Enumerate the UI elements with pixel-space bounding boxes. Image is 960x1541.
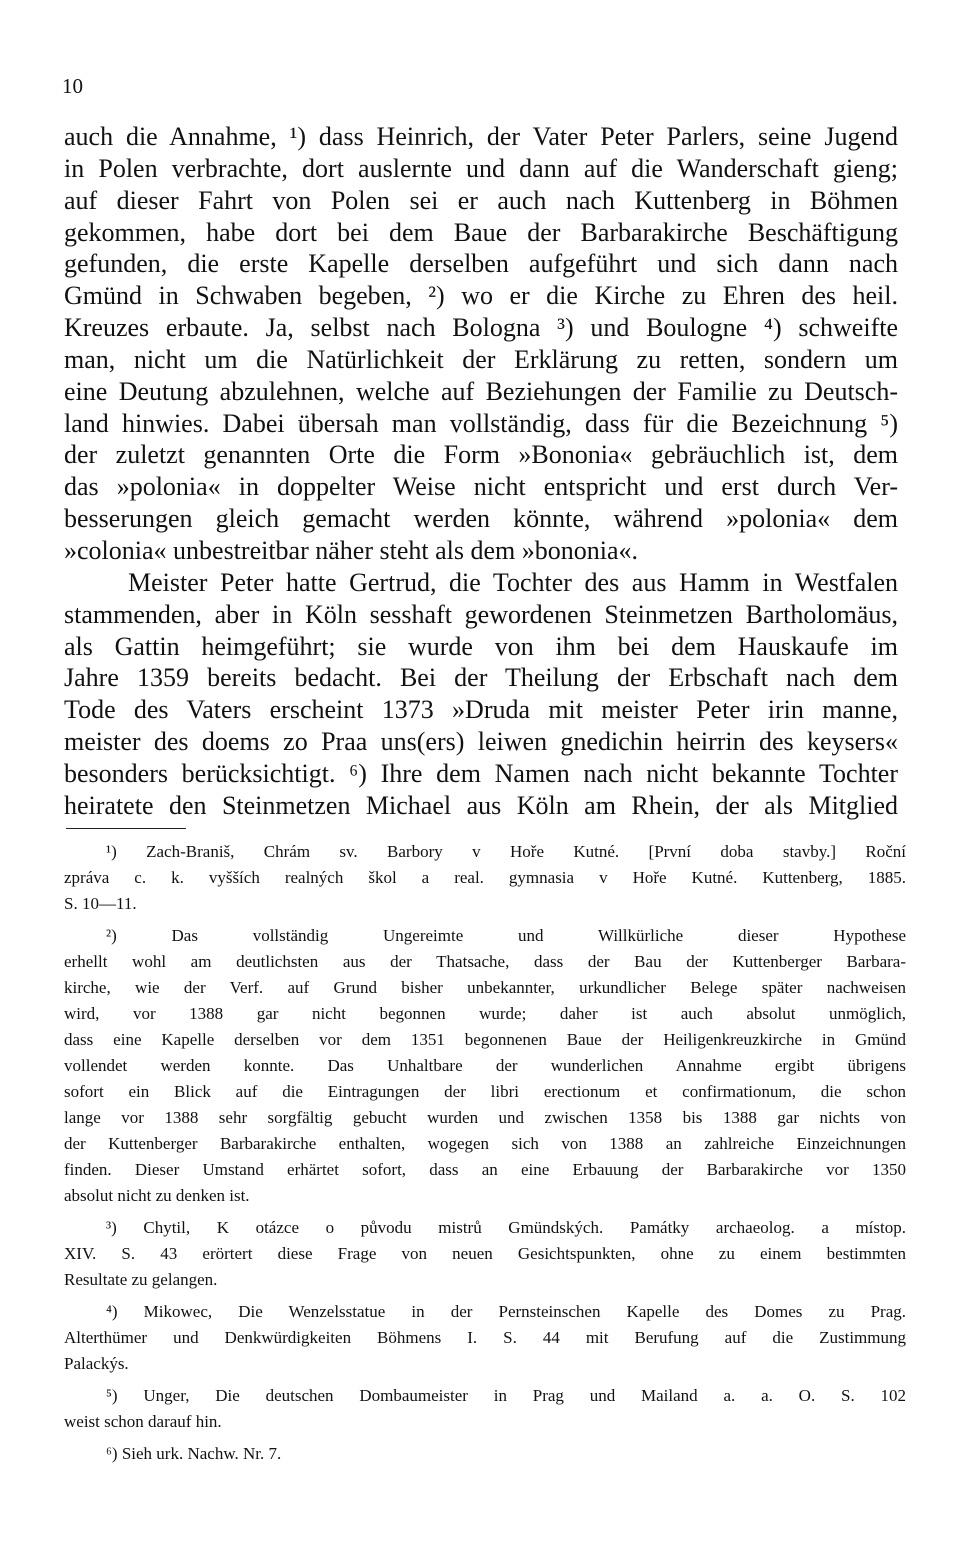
footnote-separator bbox=[66, 828, 186, 829]
footnote-line: ⁵) Unger, Die deutschen Dombaumeister in Prag und Mailand a. a. O. S. 102 bbox=[106, 1386, 906, 1405]
body-line: als Gattin heimgeführt; sie wurde von ihm bei dem Hauskaufe im bbox=[64, 631, 898, 661]
body-line: Gmünd in Schwaben begeben, ²) wo er die Kirche zu Ehren des heil. bbox=[64, 281, 898, 311]
footnote-line: ³) Chytil, K otázce o původu mistrů Gmündských. Památky archaeolog. a místop. bbox=[106, 1218, 906, 1237]
footnotes bbox=[64, 839, 906, 1467]
body-line: besonders berücksichtigt. ⁶) Ihre dem Namen nach nicht bekannte Tochter bbox=[64, 758, 898, 788]
footnote-line: weist schon darauf hin. bbox=[64, 1412, 222, 1431]
footnote-line: der Kuttenberger Barbarakirche enthalten, wogegen sich von 1388 an zahlreiche Einzeichnungen bbox=[64, 1134, 906, 1153]
footnote-3 bbox=[64, 1215, 906, 1293]
body-line: man, nicht um die Natürlichkeit der Erklärung zu retten, sondern um bbox=[64, 344, 898, 374]
footnote-6 bbox=[64, 1441, 906, 1467]
footnote-line: S. 10—11. bbox=[64, 894, 137, 913]
body-line: gekommen, habe dort bei dem Baue der Barbarakirche Beschäftigung bbox=[64, 217, 898, 247]
footnote-line: finden. Dieser Umstand erhärtet sofort, dass an eine Erbauung der Barbarakirche vor 1350 bbox=[64, 1160, 906, 1179]
footnote-line: lange vor 1388 sehr sorgfältig gebucht wurden und zwischen 1358 bis 1388 gar nichts von bbox=[64, 1108, 906, 1127]
footnote-line: zpráva c. k. vyšších realných škol a real. gymnasia v Hoře Kutné. Kuttenberg, 1885. bbox=[64, 868, 906, 887]
body-line: land hinwies. Dabei übersah man vollständig, dass für die Bezeichnung ⁵) bbox=[64, 408, 898, 438]
page-number: 10 bbox=[62, 74, 83, 98]
footnote-line: sofort ein Blick auf die Eintragungen der libri erectionum et confirmationum, die schon bbox=[64, 1082, 906, 1101]
body-line: »colonia« unbestreitbar näher steht als dem »bononia«. bbox=[64, 535, 639, 565]
body-line: heiratete den Steinmetzen Michael aus Köln am Rhein, der als Mitglied bbox=[64, 790, 898, 820]
body-line: Tode des Vaters erscheint 1373 »Druda mit meister Peter irin manne, bbox=[64, 695, 898, 725]
body-line: auch die Annahme, ¹) dass Heinrich, der Vater Peter Parlers, seine Jugend bbox=[64, 122, 898, 151]
body-line: Meister Peter hatte Gertrud, die Tochter des aus Hamm in Westfalen bbox=[128, 567, 898, 597]
footnote-line: wird, vor 1388 gar nicht begonnen wurde; daher ist auch absolut unmöglich, bbox=[64, 1004, 906, 1023]
footnote-line: XIV. S. 43 erörtert diese Frage von neuen Gesichtspunkten, ohne zu einem bestimmten bbox=[64, 1244, 906, 1263]
body-line: eine Deutung abzulehnen, welche auf Beziehungen der Familie zu Deutsch- bbox=[64, 376, 898, 406]
footnote-line: kirche, wie der Verf. auf Grund bisher unbekannter, urkundlicher Belege später nachweisen bbox=[64, 978, 906, 997]
footnote-line: dass eine Kapelle derselben vor dem 1351 begonnenen Baue der Heiligenkreuzkirche in Gmünd bbox=[64, 1030, 906, 1049]
footnote-4 bbox=[64, 1299, 906, 1377]
footnote-line: Resultate zu gelangen. bbox=[64, 1270, 218, 1289]
main-text bbox=[64, 121, 898, 822]
footnote-line: Alterthümer und Denkwürdigkeiten Böhmens I. S. 44 mit Berufung auf die Zustimmung bbox=[64, 1328, 906, 1347]
footnote-line: erhellt wohl am deutlichsten aus der Thatsache, dass der Bau der Kuttenberger Barbara- bbox=[64, 952, 906, 971]
body-line: Jahre 1359 bereits bedacht. Bei der Theilung der Erbschaft nach dem bbox=[64, 663, 898, 693]
body-line: Kreuzes erbaute. Ja, selbst nach Bologna ³) und Boulogne ⁴) schweifte bbox=[64, 313, 898, 343]
footnote-line: Palackýs. bbox=[64, 1354, 129, 1373]
body-line: das »polonia« in doppelter Weise nicht entspricht und erst durch Ver- bbox=[64, 472, 898, 502]
body-line: auf dieser Fahrt von Polen sei er auch nach Kuttenberg in Böhmen bbox=[64, 185, 898, 215]
body-line: in Polen verbrachte, dort auslernte und dann auf die Wanderschaft gieng; bbox=[64, 153, 898, 183]
body-line: der zuletzt genannten Orte die Form »Bononia« gebräuchlich ist, dem bbox=[64, 440, 898, 470]
footnote-line: ²) Das vollständig Ungereimte und Willkürliche dieser Hypothese bbox=[106, 926, 906, 945]
footnote-line: vollendet werden konnte. Das Unhaltbare der wunderlichen Annahme ergibt übrigens bbox=[64, 1056, 906, 1075]
footnote-line: ⁶) Sieh urk. Nachw. Nr. 7. bbox=[106, 1444, 282, 1463]
footnote-5 bbox=[64, 1383, 906, 1435]
body-line: gefunden, die erste Kapelle derselben aufgeführt und sich dann nach bbox=[64, 249, 898, 279]
footnote-line: ¹) Zach-Braniš, Chrám sv. Barbory v Hoře Kutné. [První doba stavby.] Roční bbox=[106, 842, 906, 861]
body-line: meister des doems zo Praa uns(ers) leiwen gnedichin heirrin des keysers« bbox=[64, 727, 898, 757]
footnote-line: absolut nicht zu denken ist. bbox=[64, 1186, 250, 1205]
footnote-line: ⁴) Mikowec, Die Wenzelsstatue in der Pernsteinschen Kapelle des Domes zu Prag. bbox=[106, 1302, 906, 1321]
footnote-2 bbox=[64, 923, 906, 1209]
footnote-1 bbox=[64, 839, 906, 917]
body-line: besserungen gleich gemacht werden könnte, während »polonia« dem bbox=[64, 504, 898, 534]
body-line: stammenden, aber in Köln sesshaft gewordenen Steinmetzen Bartholomäus, bbox=[64, 599, 898, 629]
